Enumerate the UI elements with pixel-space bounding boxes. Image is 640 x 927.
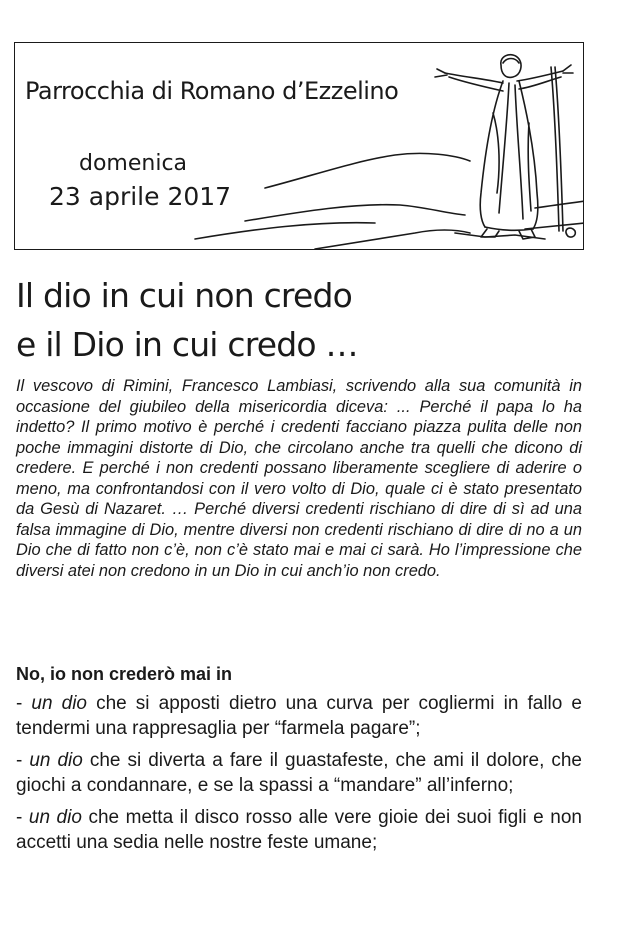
list-item-text: che si diverta a fare il guastafeste, che ami il dolore, che giochi a condannare, e se la spassi a “mandare” all’inferno; <box>16 750 582 796</box>
list-item-text: che si apposti dietro una curva per cogliermi in fallo e tendermi una rappresaglia per “farmela pagare”; <box>16 693 582 739</box>
list-item-keyword: un dio <box>28 807 82 828</box>
page-title-line-2: e il Dio in cui credo … <box>16 325 358 364</box>
belief-list <box>16 692 582 863</box>
list-item-prefix: - <box>16 693 32 714</box>
list-item-text: che metta il disco rosso alle vere gioie dei suoi figli e non accetti una sedia nelle nostre feste umane; <box>16 807 582 853</box>
list-item <box>16 692 582 741</box>
list-item-prefix: - <box>16 807 29 828</box>
date-full: 23 aprile 2017 <box>49 182 232 211</box>
parish-name: Parrocchia di Romano d’Ezzelino <box>25 77 399 105</box>
list-item-keyword: un dio <box>31 693 87 714</box>
date-weekday: domenica <box>79 151 188 176</box>
intro-paragraph: Il vescovo di Rimini, Francesco Lambiasi, scrivendo alla sua comunità in occasione del giubileo della misericordia diceva: ... Perché il papa lo ha indetto? Il primo motivo è perché i credenti facciano piazza pulita delle non poche immagini distorte di Dio, che circolano anche tra quelli che dicono di credere. E perché i non credenti possano liberamente scegliere di aderire o meno, ma confrontandosi con il vero volto di Dio, quale ci è stato presentato da Gesù di Nazaret. … Perché diversi credenti rischiano di dire di sì ad una falsa immagine di Dio, mentre diversi non credenti rischiano di dire di no a un Dio che di fatto non c’è, non c’è stato mai e mai ci sarà. Ho l’impressione che diversi atei non credono in un Dio in cui anch’io non credo. <box>16 377 582 580</box>
praying-figure-illustration <box>15 43 584 250</box>
page-title-line-1: Il dio in cui non credo <box>16 276 353 315</box>
list-item <box>16 749 582 798</box>
section-heading: No, io non crederò mai in <box>16 664 233 684</box>
list-item-prefix: - <box>16 750 30 771</box>
header-box <box>14 42 584 250</box>
list-item <box>16 806 582 855</box>
list-item-keyword: un dio <box>29 750 83 771</box>
